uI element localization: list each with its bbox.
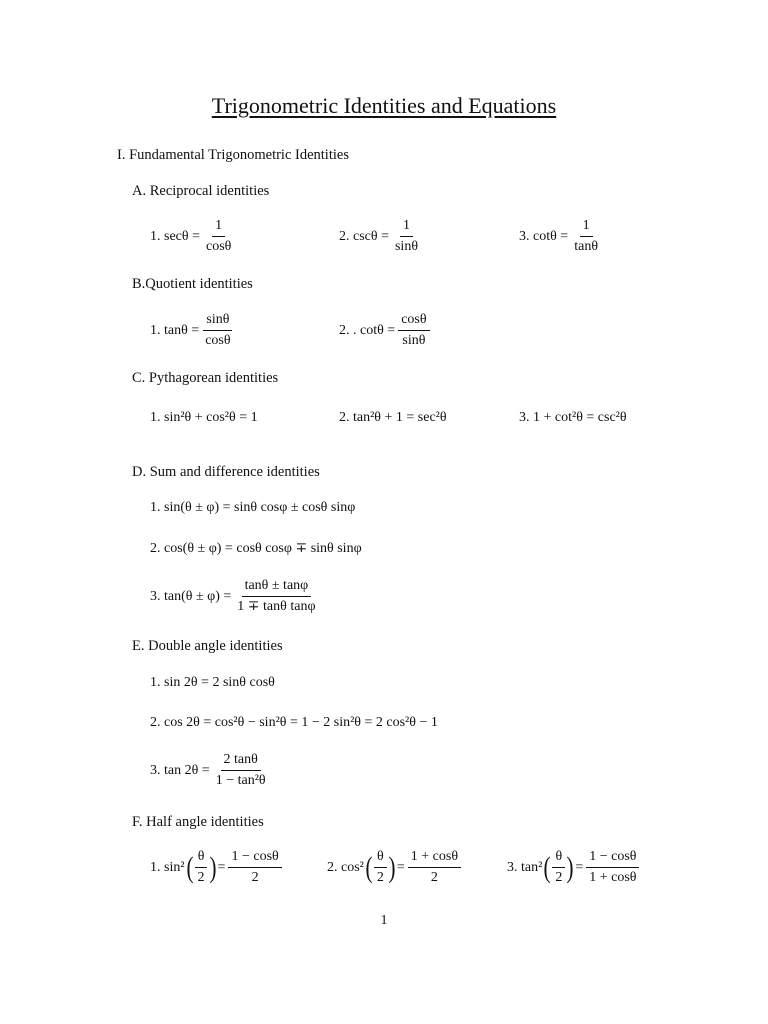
reciprocal-identity-2: 2. cscθ = $\frac{1}{\sin\theta}$ [339, 218, 419, 255]
quotient-identity-1: 1. tanθ = $\frac{\sin\theta}{\cos\theta}$ [150, 312, 231, 349]
section-heading-fundamental: I. Fundamental Trigonometric Identities [117, 147, 349, 163]
subheading-sum-difference: D. Sum and difference identities [132, 464, 320, 480]
half-angle-identity-1: 1. sin² ( $\frac{\theta}{2}$ ) = $\frac{1 - \cos\theta}{2}$ [150, 849, 285, 886]
pythagorean-identity-1: 1. sin²θ + cos²θ = 1 [150, 410, 258, 425]
page-number: 1 [380, 913, 388, 928]
reciprocal-identity-3: 3. cotθ = $\frac{1}{\tan\theta}$ [519, 218, 599, 255]
subheading-reciprocal: A. Reciprocal identities [132, 183, 270, 199]
subheading-pythagorean: C. Pythagorean identities [132, 370, 279, 386]
pythagorean-identity-3: 3. 1 + cot²θ = csc²θ [519, 410, 627, 425]
subheading-quotient: B.Quotient identities [132, 276, 253, 292]
subheading-half-angle: F. Half angle identities [132, 814, 264, 830]
quotient-identity-2: 2. . cotθ = $\frac{\cos\theta}{\sin\theta}$ [339, 312, 433, 349]
half-angle-identity-3: 3. tan² ( $\frac{\theta}{2}$ ) = $\frac{1 - \cos\theta}{1 + \cos\theta}$ [507, 849, 642, 886]
double-angle-identity-3: 3. tan 2θ = $\frac{2 \tan\theta}{\text{1 − tan²θ}}$ [150, 752, 266, 789]
page-title: Trigonometric Identities and Equations [211, 93, 557, 118]
reciprocal-identity-1: 1. secθ = $\frac{1}{\cos\theta}$ [150, 218, 232, 255]
double-angle-identity-1: 1. sin 2θ = 2 sinθ cosθ [150, 675, 275, 690]
subheading-double-angle: E. Double angle identities [132, 638, 283, 654]
sum-difference-identity-3: 3. tan(θ ± φ) = $\frac{\tan\theta \pm \tan\varphi}{\text{1 ∓ tanθ tanφ}}$ [150, 578, 316, 615]
pythagorean-identity-2: 2. tan²θ + 1 = sec²θ [339, 410, 447, 425]
half-angle-identity-2: 2. cos² ( $\frac{\theta}{2}$ ) = $\frac{1 + \cos\theta}{2}$ [327, 849, 464, 886]
double-angle-identity-2: 2. cos 2θ = cos²θ − sin²θ = 1 − 2 sin²θ = 2 cos²θ − 1 [150, 715, 438, 730]
sum-difference-identity-2: 2. cos(θ ± φ) = cosθ cosφ ∓ sinθ sinφ [150, 541, 362, 556]
sum-difference-identity-1: 1. sin(θ ± φ) = sinθ cosφ ± cosθ sinφ [150, 500, 356, 515]
